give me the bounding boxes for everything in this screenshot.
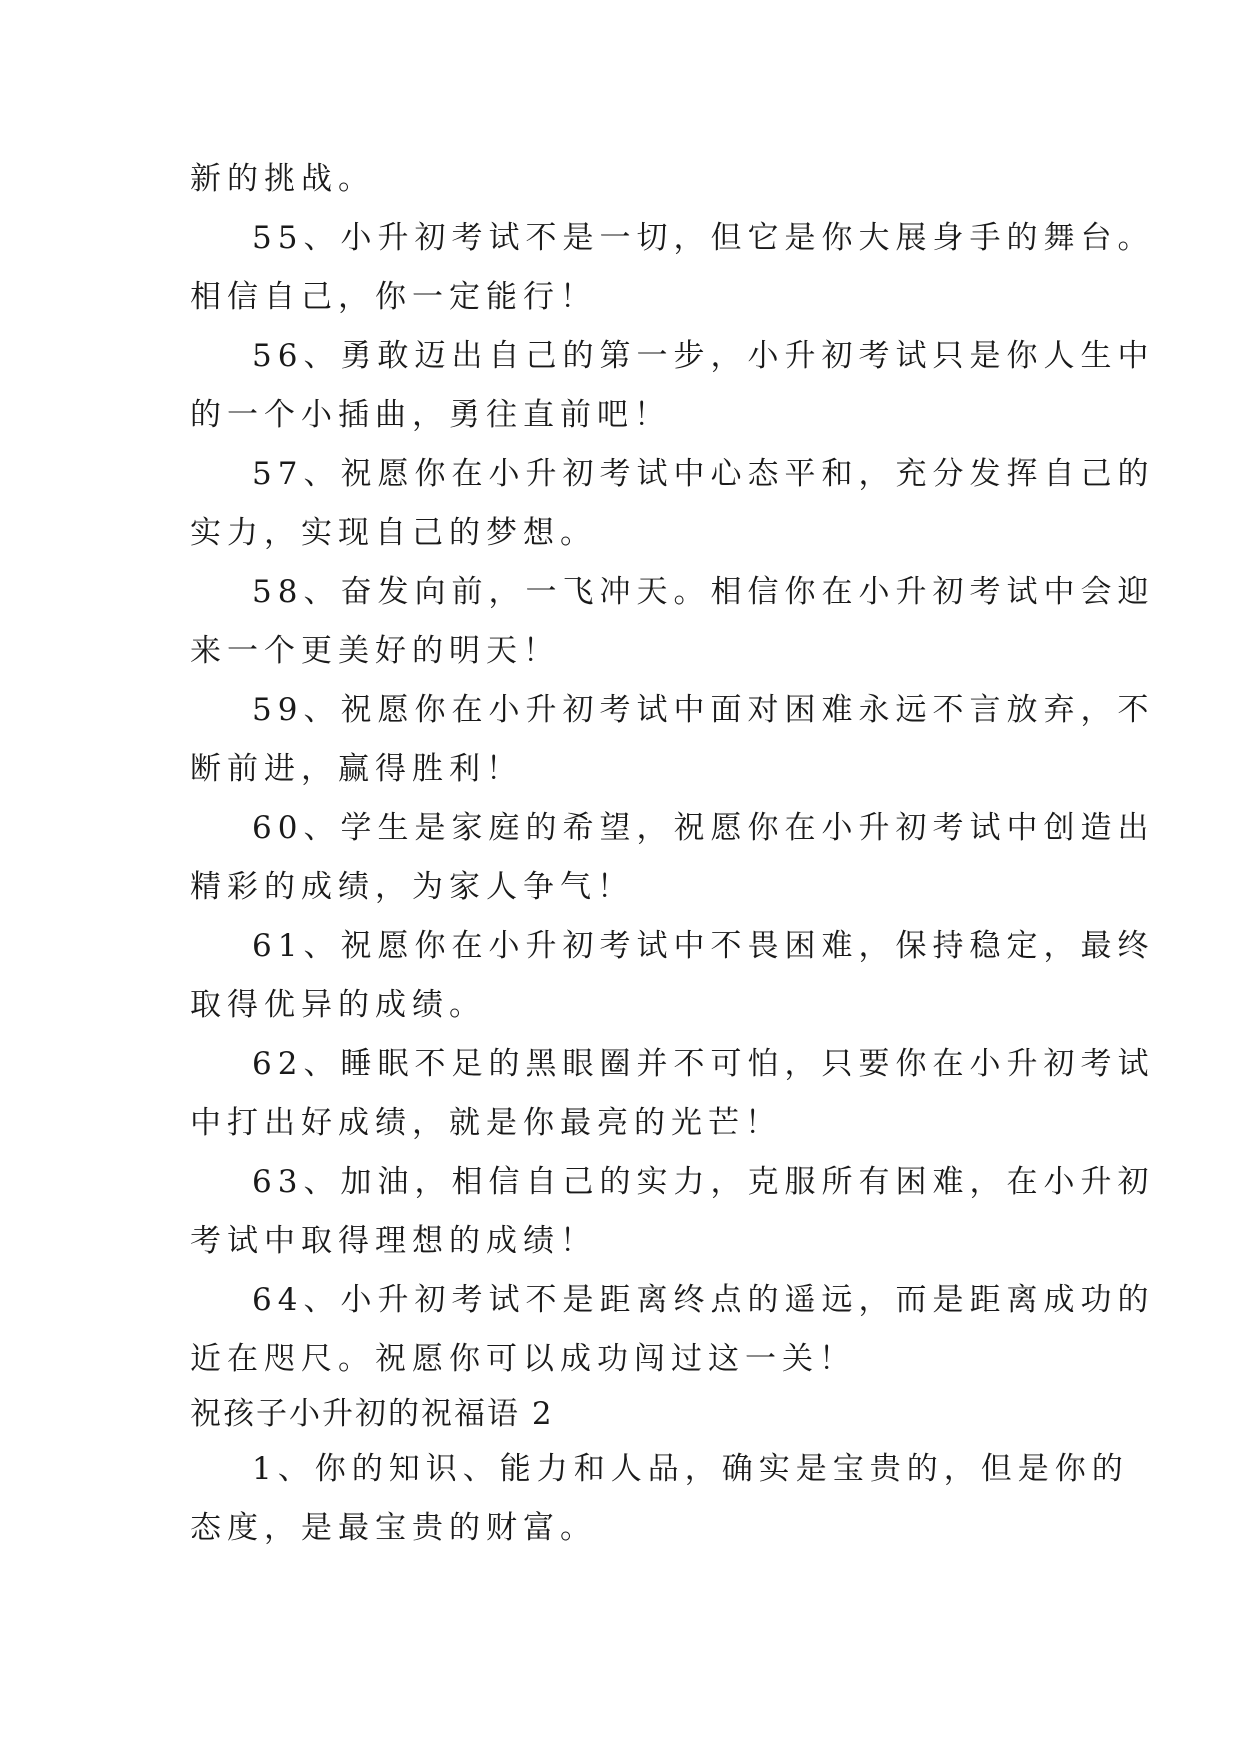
document-body <box>190 150 1155 1558</box>
text-line: 取得优异的成绩。 <box>190 987 486 1023</box>
text-line: 的一个小插曲，勇往直前吧！ <box>190 397 671 433</box>
text-line: 57、祝愿你在小升初考试中心态平和，充分发挥自己的 <box>252 456 1155 492</box>
text-line: 61、祝愿你在小升初考试中不畏困难，保持稳定，最终 <box>252 928 1155 964</box>
text-line: 态度，是最宝贵的财富。 <box>190 1510 597 1546</box>
text-line: 59、祝愿你在小升初考试中面对困难永远不言放弃，不 <box>252 692 1155 728</box>
text-line: 考试中取得理想的成绩！ <box>190 1223 597 1259</box>
text-line: 63、加油，相信自己的实力，克服所有困难，在小升初 <box>252 1164 1155 1200</box>
text-line: 断前进，赢得胜利！ <box>190 751 523 787</box>
text-line: 55、小升初考试不是一切，但它是你大展身手的舞台。 <box>252 220 1155 256</box>
text-line: 新的挑战。 <box>190 161 375 197</box>
text-line: 中打出好成绩，就是你最亮的光芒！ <box>190 1105 782 1141</box>
text-line: 60、学生是家庭的希望，祝愿你在小升初考试中创造出 <box>252 810 1155 846</box>
section-heading: 祝孩子小升初的祝福语 2 <box>190 1396 554 1432</box>
text-line: 精彩的成绩，为家人争气！ <box>190 869 634 905</box>
text-line: 来一个更美好的明天！ <box>190 633 560 669</box>
text-line: 58、奋发向前，一飞冲天。相信你在小升初考试中会迎 <box>252 574 1155 610</box>
text-line: 56、勇敢迈出自己的第一步，小升初考试只是你人生中 <box>252 338 1155 374</box>
text-line: 1、你的知识、能力和人品，确实是宝贵的，但是你的 <box>252 1451 1129 1487</box>
text-line: 64、小升初考试不是距离终点的遥远，而是距离成功的 <box>252 1282 1155 1318</box>
text-line: 近在咫尺。祝愿你可以成功闯过这一关！ <box>190 1341 856 1377</box>
text-line: 相信自己，你一定能行！ <box>190 279 597 315</box>
text-line: 实力，实现自己的梦想。 <box>190 515 597 551</box>
text-line: 62、睡眠不足的黑眼圈并不可怕，只要你在小升初考试 <box>252 1046 1155 1082</box>
